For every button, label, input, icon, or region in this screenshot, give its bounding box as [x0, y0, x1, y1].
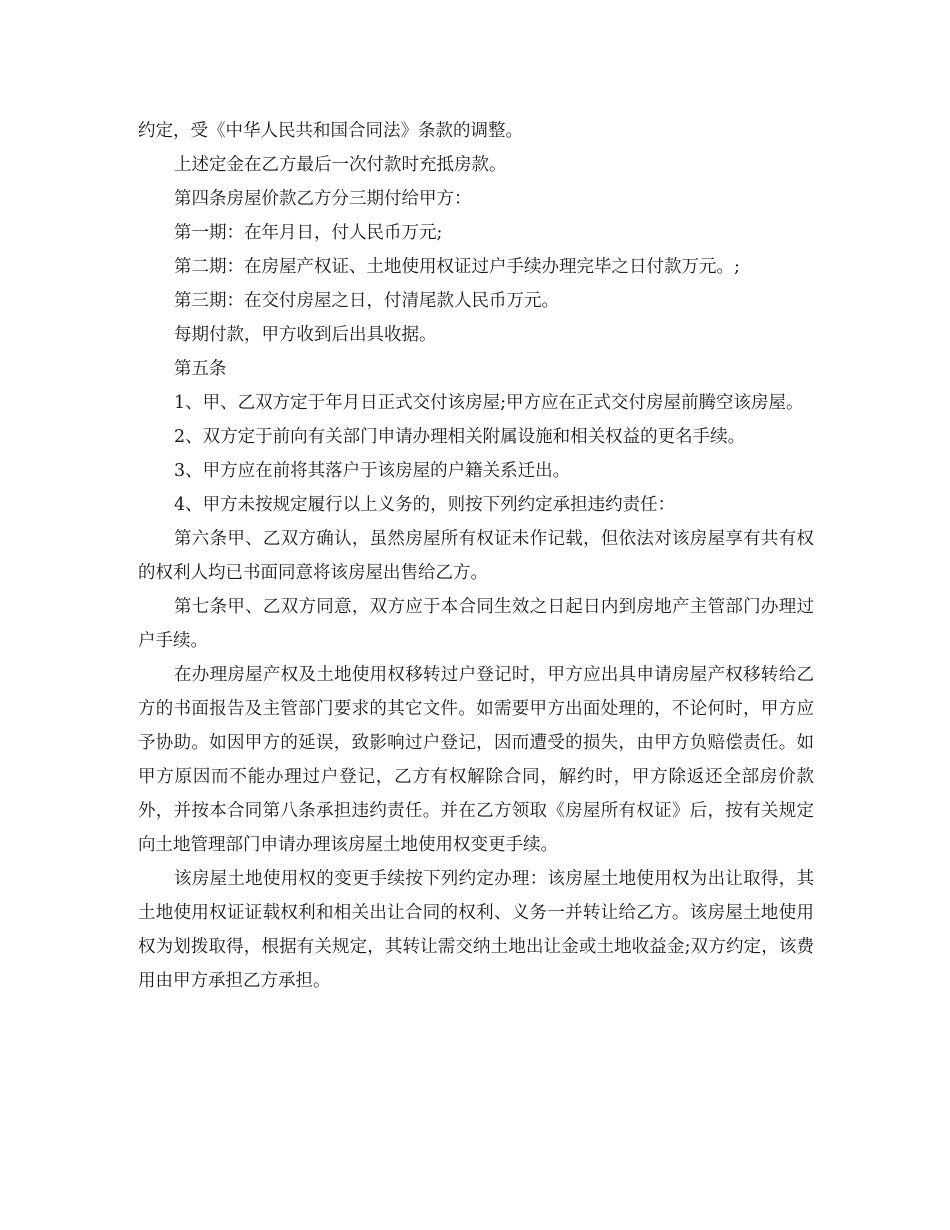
paragraph-item-1: 1、甲、乙双方定于年月日正式交付该房屋;甲方应在正式交付房屋前腾空该房屋。	[174, 393, 804, 413]
paragraph-installment-1: 第一期：在年月日，付人民币万元;	[174, 223, 443, 243]
paragraph-article-7: 第七条甲、乙双方同意，双方应于本合同生效之日起日内到房地产主管部门办理过户手续。	[138, 597, 814, 651]
paragraph-transfer-registration: 在办理房屋产权及土地使用权移转过户登记时，甲方应出具申请房屋产权移转给乙方的书面报告及主管部门要求的其它文件。如需要甲方出面处理的，不论何时，甲方应予协助。如因甲方的延误，致影响过户登记，因而遭受的损失，由甲方负赔偿责任。如甲方原因而不能办理过户登记，乙方有权解除合同，解约时，甲方除返还全部房价款外，并按本合同第八条承担违约责任。并在乙方领取《房屋所有权证》后，按有关规定向土地管理部门申请办理该房屋土地使用权变更手续。	[138, 665, 814, 855]
paragraph-installment-3: 第三期：在交付房屋之日，付清尾款人民币万元。	[174, 291, 559, 311]
paragraph-item-3: 3、甲方应在前将其落户于该房屋的户籍关系迁出。	[174, 461, 571, 481]
paragraph-item-2: 2、双方定于前向有关部门申请办理相关附属设施和相关权益的更名手续。	[174, 427, 746, 447]
paragraph-land-use-change: 该房屋土地使用权的变更手续按下列约定办理：该房屋土地使用权为出让取得，其土地使用权证证载权利和相关出让合同的权利、义务一并转让给乙方。该房屋土地使用权为划拨取得，根据有关规定，其转让需交纳土地出让金或土地收益金;双方约定，该费用由甲方承担乙方承担。	[138, 869, 814, 991]
paragraph-receipt: 每期付款，甲方收到后出具收据。	[174, 325, 437, 345]
document-body	[138, 114, 814, 998]
paragraph-installment-2: 第二期：在房屋产权证、土地使用权证过户手续办理完毕之日付款万元。;	[174, 257, 740, 277]
paragraph-article-5: 第五条	[174, 359, 227, 379]
paragraph-article-4: 第四条房屋价款乙方分三期付给甲方：	[174, 189, 472, 209]
paragraph-deposit: 上述定金在乙方最后一次付款时充抵房款。	[174, 155, 507, 175]
paragraph-continuation: 约定，受《中华人民共和国合同法》条款的调整。	[138, 121, 523, 141]
paragraph-item-4: 4、甲方未按规定履行以上义务的，则按下列约定承担违约责任：	[174, 495, 676, 515]
paragraph-article-6: 第六条甲、乙双方确认，虽然房屋所有权证未作记载，但依法对该房屋享有共有权的权利人均已书面同意将该房屋出售给乙方。	[138, 529, 814, 583]
